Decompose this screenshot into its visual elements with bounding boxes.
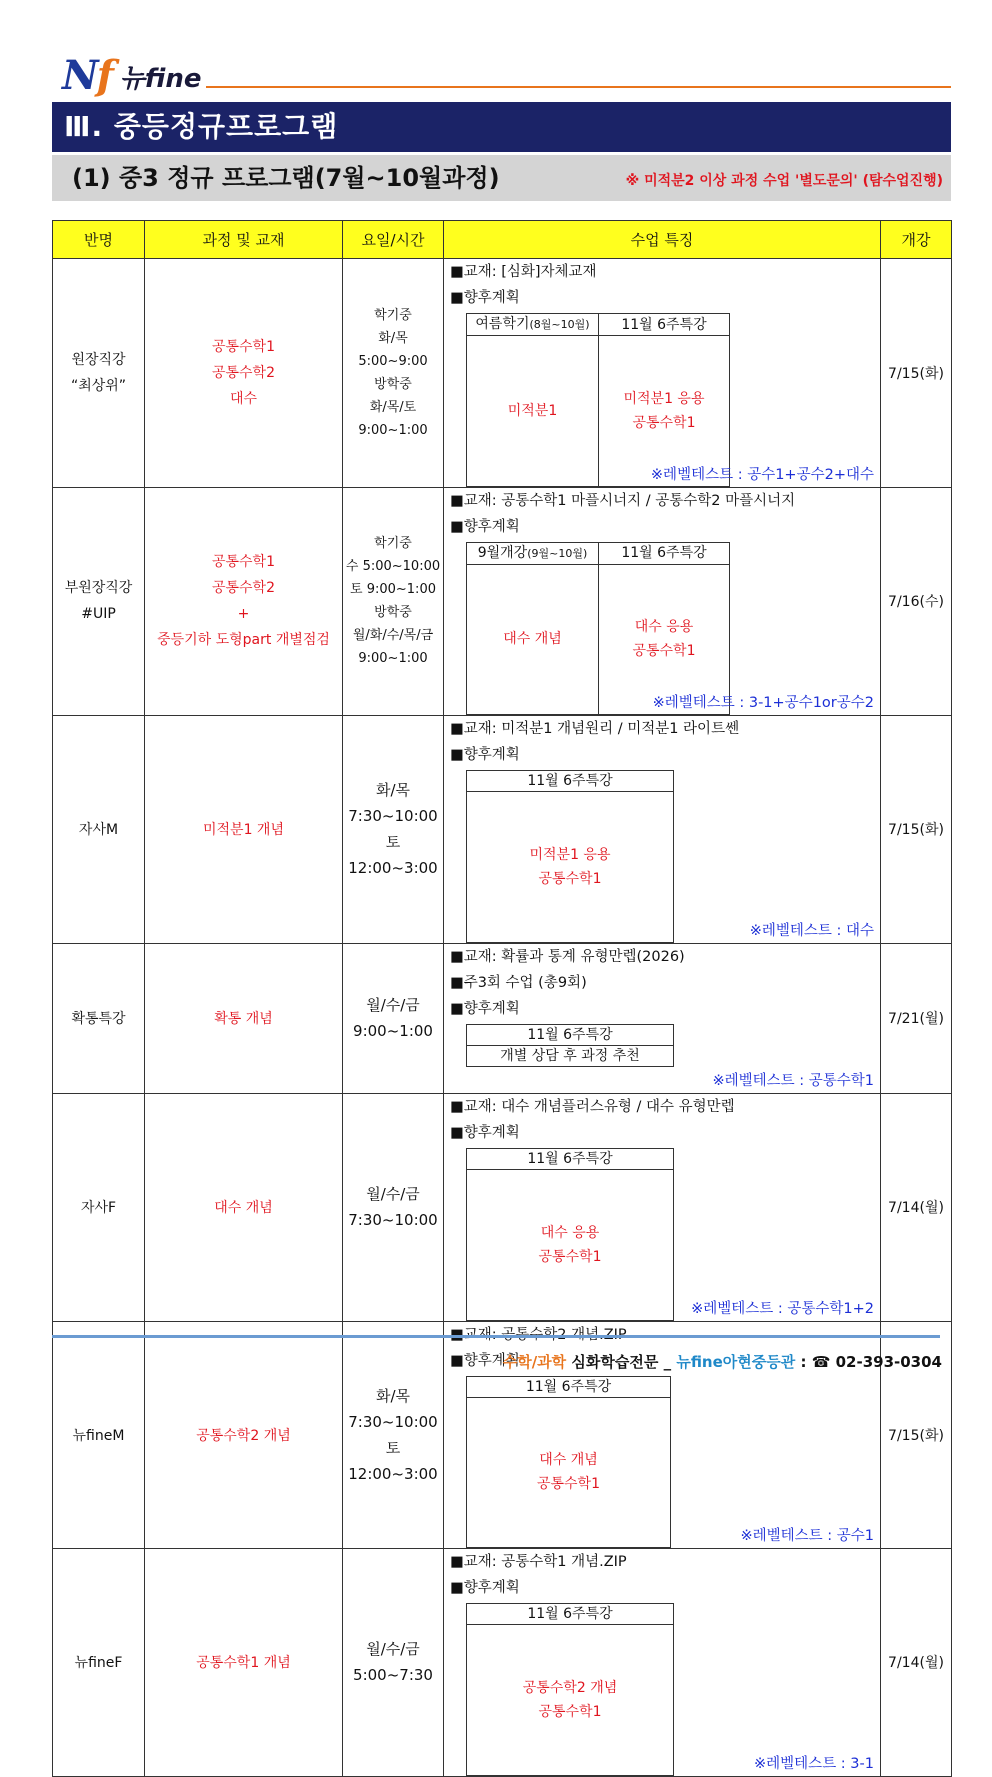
plan-cell: 대수 개념: [467, 564, 599, 715]
plan-table: [466, 1024, 674, 1067]
textbook-info: ■교재: 확률과 통계 유형만렙(2026): [450, 948, 685, 965]
start-date: 7/15(화): [881, 1321, 952, 1549]
plan-table: [466, 1603, 674, 1776]
plan-head: 11월 6주특강: [467, 1376, 671, 1397]
plan-label: ■향후계획: [450, 518, 520, 535]
class-name: 자사F: [53, 1094, 145, 1322]
column-header: 개강: [881, 221, 952, 259]
course-cell: 공통수학2 개념: [145, 1321, 343, 1549]
table-row: [53, 259, 952, 488]
feature-cell: [444, 943, 881, 1094]
table-row: [53, 1549, 952, 1777]
level-test: ※레벨테스트 : 공통수학1+2: [691, 1300, 874, 1317]
class-name: 원장직강 “최상위”: [53, 259, 145, 488]
level-test: ※레벨테스트 : 대수: [749, 922, 874, 939]
feature-cell: [444, 487, 881, 716]
footer-subject: 수학/과학: [502, 1353, 567, 1371]
plan-label: ■향후계획: [450, 1352, 520, 1369]
plan-cell: 개별 상담 후 과정 추천: [467, 1045, 674, 1066]
plan-table: [466, 542, 730, 716]
course-cell: 공통수학1 개념: [145, 1549, 343, 1777]
plan-label: ■향후계획: [450, 290, 520, 306]
start-date: 7/21(월): [881, 943, 952, 1094]
plan-label: ■향후계획: [450, 1000, 520, 1017]
plan-head: 11월 6주특강: [599, 314, 730, 336]
plan-table: [466, 1148, 674, 1321]
schedule-cell: 학기중 화/목 5:00~9:00 방학중 화/목/토 9:00~1:00: [343, 259, 444, 488]
table-row: [53, 1094, 952, 1322]
class-name: 뉴fineM: [53, 1321, 145, 1549]
column-header: 수업 특징: [444, 221, 881, 259]
level-test: ※레벨테스트 : 공통수학1: [712, 1073, 874, 1089]
plan-cell: 미적분1 응용 공통수학1: [467, 792, 674, 943]
plan-label: ■향후계획: [450, 1125, 520, 1141]
feature-cell: [444, 1549, 881, 1777]
textbook-info: ■교재: 공통수학1 개념.ZIP: [450, 1554, 627, 1570]
plan-cell: 미적분1 응용 공통수학1: [599, 336, 730, 487]
footer-divider: [52, 1335, 940, 1338]
start-date: 7/16(수): [881, 487, 952, 716]
header-divider: [206, 86, 951, 88]
course-cell: 대수 개념: [145, 1094, 343, 1322]
class-name: 자사M: [53, 716, 145, 944]
course-cell: 공통수학1 공통수학2 + 중등기하 도형part 개별점검: [145, 487, 343, 716]
course-cell: 확통 개념: [145, 943, 343, 1094]
logo: [62, 50, 202, 99]
class-name: 부원장직강 #UIP: [53, 487, 145, 716]
schedule-cell: 화/목 7:30~10:00 토 12:00~3:00: [343, 716, 444, 944]
column-header: 반명: [53, 221, 145, 259]
section-title: (1) 중3 정규 프로그램(7월~10월과정): [72, 164, 500, 192]
table-row: [53, 487, 952, 716]
plan-table: [466, 770, 674, 943]
plan-cell: 공통수학2 개념 공통수학1: [467, 1625, 674, 1776]
plan-head: 11월 6주특강: [599, 542, 730, 564]
schedule-cell: 월/수/금 7:30~10:00: [343, 1094, 444, 1322]
feature-cell: [444, 716, 881, 944]
start-date: 7/14(월): [881, 1549, 952, 1777]
class-frequency: ■주3회 수업 (총9회): [450, 974, 587, 991]
schedule-cell: 월/수/금 5:00~7:30: [343, 1549, 444, 1777]
level-test: ※레벨테스트 : 3-1: [754, 1755, 874, 1772]
plan-head: 11월 6주특강: [467, 1604, 674, 1625]
plan-head: 11월 6주특강: [467, 1149, 674, 1170]
course-cell: 공통수학1 공통수학2 대수: [145, 259, 343, 488]
plan-cell: 대수 응용 공통수학1: [467, 1170, 674, 1321]
start-date: 7/15(화): [881, 259, 952, 488]
class-name: 확통특강: [53, 943, 145, 1094]
table-row: [53, 716, 952, 944]
textbook-info: ■교재: 대수 개념플러스유형 / 대수 유형만렙: [450, 1099, 735, 1115]
start-date: 7/15(화): [881, 716, 952, 944]
footer-phone: : ☎ 02-393-0304: [800, 1353, 942, 1371]
plan-cell: 미적분1: [467, 336, 599, 487]
start-date: 7/14(월): [881, 1094, 952, 1322]
footer: [503, 1350, 942, 1374]
column-header: 과정 및 교재: [145, 221, 343, 259]
schedule-cell: 학기중 수 5:00~10:00 토 9:00~1:00 방학중 월/화/수/목/금 9:00~1:00: [343, 487, 444, 716]
column-header: 요일/시간: [343, 221, 444, 259]
table-header-row: [53, 221, 952, 259]
plan-cell: 대수 응용 공통수학1: [599, 564, 730, 715]
plan-cell: 대수 개념 공통수학1: [467, 1397, 671, 1548]
subtitle-bar: [52, 155, 951, 201]
footer-desc: 심화학습전문: [571, 1353, 659, 1371]
plan-head: 11월 6주특강: [467, 1024, 674, 1045]
textbook-info: ■교재: [심화]자체교재: [450, 264, 597, 280]
plan-table: [466, 313, 730, 487]
course-cell: 미적분1 개념: [145, 716, 343, 944]
plan-head: 여름학기(8월~10월): [467, 314, 599, 336]
logo-mark: Nf: [62, 52, 112, 99]
textbook-info: ■교재: 미적분1 개념원리 / 미적분1 라이트쎈: [450, 721, 740, 737]
feature-cell: [444, 259, 881, 488]
plan-head: 9월개강(9월~10월): [467, 542, 599, 564]
schedule-cell: 월/수/금 9:00~1:00: [343, 943, 444, 1094]
level-test: ※레벨테스트 : 공수1+공수2+대수: [650, 466, 874, 483]
footer-sep: _: [663, 1353, 672, 1371]
plan-label: ■향후계획: [450, 1580, 520, 1596]
feature-cell: [444, 1094, 881, 1322]
schedule-cell: 화/목 7:30~10:00 토 12:00~3:00: [343, 1321, 444, 1549]
level-test: ※레벨테스트 : 공수1: [740, 1528, 874, 1544]
textbook-info: ■교재: 공통수학1 마플시너지 / 공통수학2 마플시너지: [450, 492, 796, 509]
level-test: ※레벨테스트 : 3-1+공수1or공수2: [652, 695, 874, 711]
table-row: [53, 943, 952, 1094]
program-table: [52, 220, 952, 1777]
plan-label: ■향후계획: [450, 747, 520, 763]
footer-campus: 뉴fine아현중등관: [676, 1353, 796, 1371]
plan-table: [466, 1376, 671, 1549]
plan-head: 11월 6주특강: [467, 771, 674, 792]
section-note: ※ 미적분2 이상 과정 수업 '별도문의' (탐수업진행): [625, 173, 943, 189]
page-title: Ⅲ. 중등정규프로그램: [52, 102, 951, 152]
class-name: 뉴fineF: [53, 1549, 145, 1777]
logo-name: 뉴fine: [119, 64, 202, 94]
